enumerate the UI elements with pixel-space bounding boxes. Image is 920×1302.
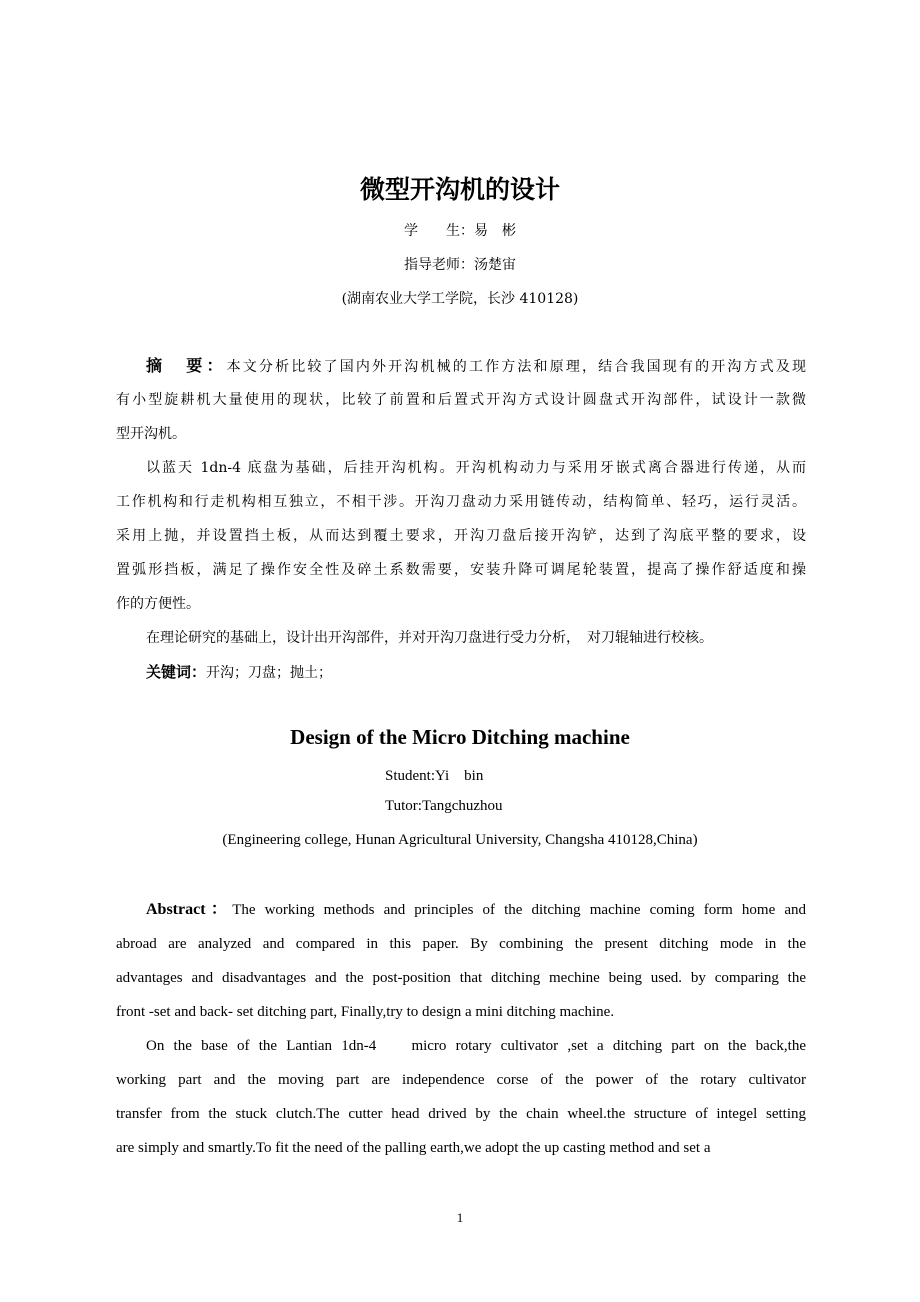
- english-affiliation: (Engineering college, Hunan Agricultural University, Changsha 410128,China): [222, 832, 698, 848]
- text-line: [116, 594, 806, 614]
- line-text: 置弧形挡板，满足了操作安全性及碎土系数需要，安装升降可调尾轮装置，提高了操作舒适度和操: [116, 562, 806, 578]
- line-text: 作的方便性。: [116, 596, 200, 612]
- english-title: Design of the Micro Ditching machine: [290, 725, 630, 749]
- text-line: [116, 1104, 806, 1124]
- page-title: 微型开沟机的设计: [359, 175, 560, 204]
- text-line: [116, 424, 806, 444]
- line-text: advantages and disadvantages and the post-position that ditching mechine being used. by comparing the: [116, 970, 806, 986]
- line-text: 型开沟机。: [116, 426, 186, 442]
- affiliation: (湖南农业大学工学院，长沙 410128): [341, 291, 579, 307]
- text-line: [116, 900, 806, 920]
- tutor-name: 指导老师：汤楚宙: [404, 257, 516, 273]
- page-number: 1: [456, 1210, 464, 1225]
- abstract-label: Abstract：: [146, 901, 233, 918]
- english-student-text: Student:Yi bin: [385, 768, 484, 784]
- text-line: [116, 1036, 806, 1056]
- line-text: The working methods and principles of the ditching machine coming form home and: [232, 902, 806, 918]
- text-line: [116, 560, 806, 580]
- line-text: 有小型旋耕机大量使用的现状，比较了前置和后置式开沟方式设计圆盘式开沟部件，试设计一款微: [116, 392, 806, 408]
- line-text: front -set and back- set ditching part, Finally,try to design a mini ditching machine.: [116, 1004, 615, 1020]
- text-line: [116, 628, 806, 648]
- english-tutor-text: Tutor:Tangchuzhou: [385, 798, 503, 814]
- line-text: 本文分析比较了国内外开沟机械的工作方法和原理，结合我国现有的开沟方式及现: [226, 359, 806, 375]
- text-line: [116, 1070, 806, 1090]
- text-line: [116, 526, 806, 546]
- text-line: [116, 968, 806, 988]
- text-line: [116, 1002, 806, 1022]
- line-text: 采用上抛，并设置挡土板，从而达到覆土要求，开沟刀盘后接开沟铲，达到了沟底平整的要求，设: [116, 528, 806, 544]
- keywords: [116, 662, 806, 683]
- line-text: transfer from the stuck clutch.The cutter head drived by the chain wheel.the structure of integel setting: [116, 1106, 806, 1122]
- text-line: [116, 934, 806, 954]
- line-text: On the base of the Lantian 1dn-4 micro rotary cultivator ,set a ditching part on the back,the: [146, 1038, 806, 1054]
- text-line: [116, 1138, 806, 1158]
- text-line: [116, 492, 806, 512]
- english-student: [0, 764, 920, 785]
- keywords-text: 开沟；刀盘；抛土；: [206, 665, 333, 681]
- line-text: 在理论研究的基础上，设计出开沟部件，并对开沟刀盘进行受力分析， 对刀辊轴进行校核。: [146, 630, 713, 646]
- text-line: [116, 390, 806, 410]
- keywords-label: 关键词：: [146, 663, 207, 681]
- line-text: abroad are analyzed and compared in this paper. By combining the present ditching mode in the: [116, 936, 806, 952]
- english-tutor: [0, 798, 920, 815]
- line-text: 工作机构和行走机构相互独立，不相干涉。开沟刀盘动力采用链传动，结构简单、轻巧，运行灵活。: [116, 494, 806, 510]
- text-line: [116, 458, 806, 478]
- student-name: 学 生：易 彬: [404, 223, 516, 239]
- line-text: working part and the moving part are independence corse of the power of the rotary cultivator: [116, 1072, 806, 1088]
- abstract-label: 摘 要：: [146, 356, 227, 375]
- text-line: [116, 356, 806, 376]
- line-text: are simply and smartly.To fit the need of the palling earth,we adopt the up casting method and set a: [116, 1140, 711, 1156]
- line-text: 以蓝天 1dn-4 底盘为基础，后挂开沟机构。开沟机构动力与采用牙嵌式离合器进行传递，从而: [146, 460, 806, 476]
